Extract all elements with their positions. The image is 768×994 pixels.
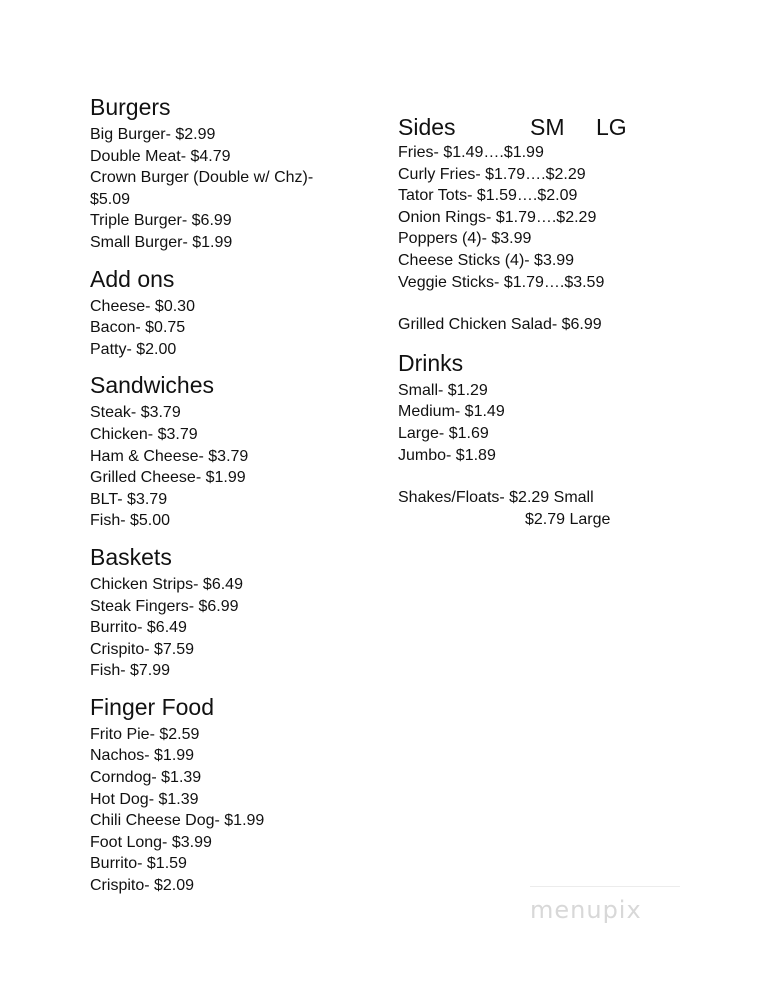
menu-item: BLT- $3.79 — [90, 490, 168, 508]
menu-item: Corndog- $1.39 — [90, 769, 202, 787]
menu-item: Bacon- $0.75 — [90, 319, 186, 337]
menu-item: Small- $1.29 — [398, 381, 488, 399]
menu-item: Veggie Sticks- $1.79….$3.59 — [398, 273, 605, 291]
menu-item: Big Burger- $2.99 — [90, 126, 216, 143]
menu-item: Nachos- $1.99 — [90, 747, 195, 765]
menu-item: Chicken- $3.79 — [90, 425, 198, 443]
menu-item: Frito Pie- $2.59 — [90, 725, 200, 743]
menu-item: Fish- $7.99 — [90, 662, 171, 680]
menu-item: Cheese Sticks (4)- $3.99 — [398, 251, 575, 269]
menu-item: Curly Fries- $1.79….$2.29 — [398, 165, 586, 183]
menu-item: Onion Rings- $1.79….$2.29 — [398, 208, 597, 226]
menu-item: Foot Long- $3.99 — [90, 833, 212, 851]
menu-item: Medium- $1.49 — [398, 403, 505, 421]
section-title-baskets: Baskets — [90, 543, 172, 570]
menu-item: Double Meat- $4.79 — [90, 147, 231, 165]
watermark-divider — [530, 886, 680, 887]
section-title-drinks: Drinks — [398, 349, 464, 376]
section-addons — [90, 264, 390, 361]
menu-item: Hot Dog- $1.39 — [90, 790, 199, 808]
menu-item: Grilled Cheese- $1.99 — [90, 469, 246, 487]
sides-header — [398, 112, 698, 142]
menu-item: Small Burger- $1.99 — [90, 233, 233, 251]
menu-item: Chicken Strips- $6.49 — [90, 575, 243, 593]
section-drinks — [398, 348, 698, 531]
menu-item: Steak- $3.79 — [90, 404, 181, 422]
section-title-burgers: Burgers — [90, 94, 171, 120]
size-label-large: LG — [596, 114, 627, 140]
menu-item-salad: Grilled Chicken Salad- $6.99 — [398, 316, 602, 334]
menu-item: Fries- $1.49….$1.99 — [398, 144, 544, 161]
menu-item: Burrito- $1.59 — [90, 855, 187, 873]
section-finger-food — [90, 692, 390, 897]
section-sides — [398, 112, 698, 336]
section-baskets — [90, 542, 390, 682]
menu-item: Tator Tots- $1.59….$2.09 — [398, 187, 578, 205]
menu-item: Crispito- $7.59 — [90, 640, 195, 658]
menu-right-column — [398, 112, 698, 530]
menu-item: Burrito- $6.49 — [90, 619, 187, 637]
section-title-addons: Add ons — [90, 265, 175, 292]
menu-item: Large- $1.69 — [398, 424, 489, 442]
section-burgers — [90, 92, 390, 254]
size-label-small: SM — [530, 114, 565, 140]
menu-item-shakes-large: $2.79 Large — [525, 510, 611, 528]
menu-item: Crown Burger (Double w/ Chz)- — [90, 169, 314, 187]
menu-item: Ham & Cheese- $3.79 — [90, 447, 249, 465]
menu-item: $5.09 — [90, 190, 131, 208]
section-title-sides: Sides — [398, 114, 456, 140]
section-sandwiches — [90, 370, 390, 532]
menu-item: Crispito- $2.09 — [90, 877, 195, 895]
menu-item: Patty- $2.00 — [90, 340, 177, 358]
section-title-finger-food: Finger Food — [90, 693, 215, 720]
menu-item: Triple Burger- $6.99 — [90, 212, 232, 230]
menu-item: Cheese- $0.30 — [90, 297, 195, 315]
menu-left-column — [90, 92, 390, 897]
menu-item: Jumbo- $1.89 — [398, 446, 496, 464]
section-title-sandwiches: Sandwiches — [90, 372, 215, 399]
watermark-logo: menupix — [530, 896, 642, 924]
menu-item: Fish- $5.00 — [90, 512, 171, 530]
menu-item: Chili Cheese Dog- $1.99 — [90, 812, 265, 830]
menu-item-shakes: Shakes/Floats- $2.29 Small — [398, 489, 594, 507]
menu-item: Steak Fingers- $6.99 — [90, 597, 239, 615]
menu-item: Poppers (4)- $3.99 — [398, 230, 532, 248]
